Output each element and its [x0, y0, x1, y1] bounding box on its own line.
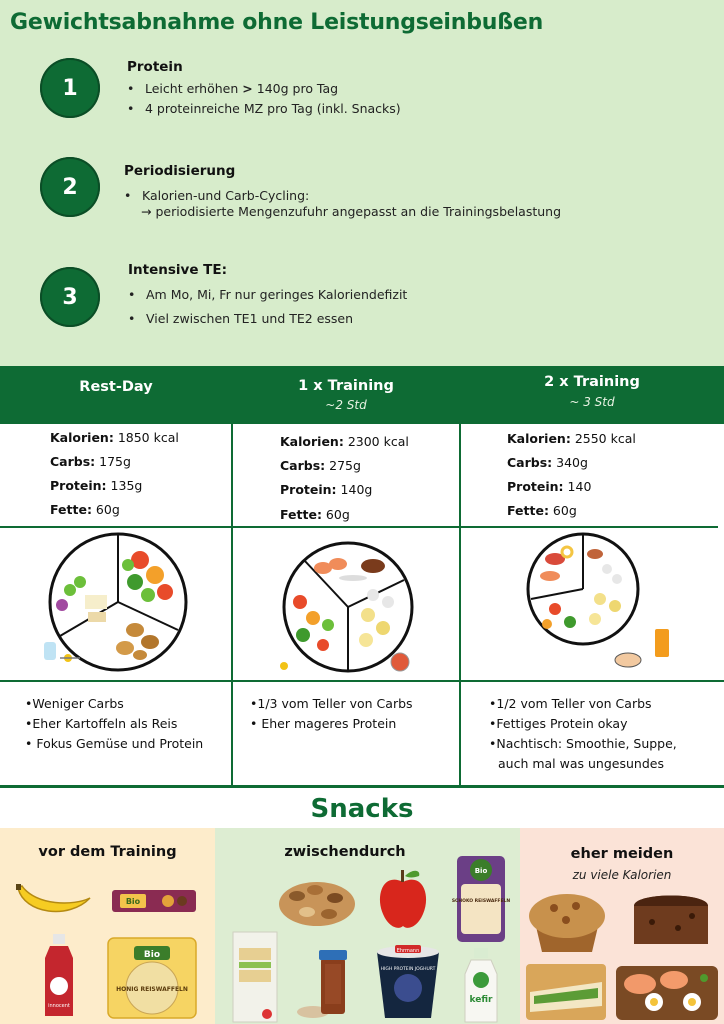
apple-icon [375, 866, 431, 932]
kefir-label: kefir [469, 995, 493, 1005]
plate-1x-training-icon [278, 540, 438, 678]
panel-title-before-training: vor dem Training [38, 844, 177, 860]
macro-value: 140g [340, 482, 373, 497]
macro-label: Kalorien: [280, 434, 344, 449]
note-rest-2: •Eher Kartoffeln als Reis [25, 716, 178, 731]
point-1-title: Protein [127, 59, 183, 75]
yogurt-brand: Ehrmann [396, 948, 420, 954]
note-2x-1: •1/2 vom Teller von Carbs [489, 696, 652, 711]
snack-bar-icon [110, 886, 198, 916]
protein-shaker-icon [295, 942, 359, 1022]
note-2x-2: •Fettiges Protein okay [489, 716, 628, 731]
greater-than-sign: > [242, 81, 253, 96]
column-divider [459, 424, 461, 786]
snack-panel-avoid [520, 828, 724, 1024]
intro-section [0, 0, 724, 366]
macro-label: Protein: [280, 482, 337, 497]
macro-label: Fette: [280, 507, 322, 522]
macro-carbs [50, 454, 131, 469]
macro-value: 2550 kcal [574, 431, 636, 446]
rice-cakes-icon [106, 936, 198, 1020]
macro-carbs [280, 458, 361, 473]
number-3: 3 [62, 284, 78, 310]
point-2-title: Periodisierung [124, 163, 236, 179]
snack-panel-in-between [215, 828, 520, 1024]
column-title-1x-training: 1 x Training [298, 378, 394, 394]
bar-brand: Bio [125, 897, 141, 906]
bullet-text: 4 proteinreiche MZ pro Tag (inkl. Snacks) [145, 101, 401, 116]
nuts-icon [277, 874, 357, 928]
row-divider [0, 680, 724, 682]
number-badge-1 [40, 58, 100, 118]
macro-protein [50, 478, 142, 493]
point-3-bullet-2: • Viel zwischen TE1 und TE2 essen [128, 311, 354, 326]
macro-label: Kalorien: [50, 430, 114, 445]
panel-title-avoid: eher meiden [570, 846, 674, 862]
macro-kalorien [280, 434, 409, 449]
macro-carbs [507, 455, 588, 470]
yogurt-label: HIGH PROTEIN JOGHURT [380, 967, 436, 972]
macro-label: Carbs: [280, 458, 326, 473]
cakes-label: HONIG REISWAFFELN [116, 986, 188, 993]
macro-protein [280, 482, 372, 497]
macro-value: 340g [556, 455, 588, 470]
macro-label: Carbs: [50, 454, 96, 469]
salmon-bread-icon [614, 958, 720, 1022]
point-3-bullet-1: • Am Mo, Mi, Fr nur geringes Kaloriendefizit [128, 287, 408, 302]
macro-fette [507, 503, 577, 518]
cakes-brand: Bio [143, 950, 161, 960]
macro-value: 60g [325, 507, 350, 522]
choco-brand: Bio [474, 867, 488, 875]
note-rest-3: • Fokus Gemüse und Protein [25, 736, 204, 751]
column-divider [231, 424, 233, 786]
macro-value: 2300 kcal [347, 434, 409, 449]
macro-label: Protein: [507, 479, 564, 494]
sandwich-icon [231, 928, 279, 1024]
choco-rice-cakes-icon [451, 854, 511, 944]
macro-kalorien [50, 430, 179, 445]
column-subtitle-1x-training: ~2 Std [325, 398, 367, 412]
page-title: Gewichtsabnahme ohne Leistungseinbußen [10, 10, 544, 35]
number-1: 1 [62, 75, 78, 101]
macro-value: 60g [552, 503, 577, 518]
macro-value: 60g [95, 502, 120, 517]
plan-header-bar [0, 366, 724, 424]
macro-value: 135g [110, 478, 143, 493]
note-1x-2: • Eher mageres Protein [250, 716, 397, 731]
plate-2x-training-icon [525, 534, 685, 672]
snacks-title: Snacks [310, 794, 414, 824]
kefir-bottle-icon [461, 946, 501, 1024]
plate-rest-day-icon [40, 530, 200, 675]
macro-fette [280, 507, 350, 522]
column-subtitle-2x-training: ~ 3 Std [569, 395, 615, 409]
column-title-rest-day: Rest-Day [79, 379, 153, 395]
note-1x-1: •1/3 vom Teller von Carbs [250, 696, 413, 711]
bullet-text: Viel zwischen TE1 und TE2 essen [146, 311, 354, 326]
macro-label: Carbs: [507, 455, 553, 470]
point-2-sub: → periodisierte Mengenzufuhr angepasst an die Trainingsbelastung [141, 204, 562, 219]
column-title-2x-training: 2 x Training [544, 374, 640, 390]
number-2: 2 [62, 174, 78, 200]
choco-label: SCHOKO REISWAFFELN [451, 899, 511, 904]
macro-value: 140 [567, 479, 592, 494]
bullet-text: 140g pro Tag [256, 81, 339, 96]
bottle-brand: innocent [48, 1003, 70, 1009]
point-1-bullet-1: • Leicht erhöhen > 140g pro Tag [127, 81, 339, 96]
note-2x-3: •Nachtisch: Smoothie, Suppe, [489, 736, 677, 751]
point-1-bullet-2: • 4 proteinreiche MZ pro Tag (inkl. Snacks) [127, 101, 401, 116]
row-divider [0, 785, 724, 788]
macro-label: Protein: [50, 478, 107, 493]
note-2x-4: auch mal was ungesundes [498, 756, 664, 771]
point-3-title: Intensive TE: [128, 262, 228, 278]
note-rest-1: •Weniger Carbs [25, 696, 124, 711]
smoothie-bottle-icon [42, 932, 76, 1020]
macro-protein [507, 479, 591, 494]
macro-label: Fette: [507, 503, 549, 518]
macro-kalorien [507, 431, 636, 446]
panel-subtitle-avoid: zu viele Kalorien [572, 868, 672, 882]
macro-label: Fette: [50, 502, 92, 517]
toast-icon [524, 962, 608, 1022]
macro-fette [50, 502, 120, 517]
number-badge-3 [40, 267, 100, 327]
panel-title-in-between: zwischendurch [284, 844, 406, 860]
bullet-text: Leicht erhöhen [145, 81, 239, 96]
row-divider [0, 526, 718, 528]
protein-yogurt-icon [373, 942, 443, 1022]
banana-bread-icon [628, 884, 714, 948]
macro-value: 175g [99, 454, 131, 469]
number-badge-2 [40, 157, 100, 217]
macro-value: 275g [329, 458, 361, 473]
macro-value: 1850 kcal [117, 430, 179, 445]
macro-label: Kalorien: [507, 431, 571, 446]
snack-panel-before-training [0, 828, 215, 1024]
bullet-text: Am Mo, Mi, Fr nur geringes Kaloriendefizit [146, 287, 408, 302]
muffin-icon [526, 888, 608, 954]
banana-icon [14, 880, 94, 922]
point-2-bullet-1: • Kalorien-und Carb-Cycling: [124, 188, 310, 203]
bullet-text: Kalorien-und Carb-Cycling: [142, 188, 310, 203]
